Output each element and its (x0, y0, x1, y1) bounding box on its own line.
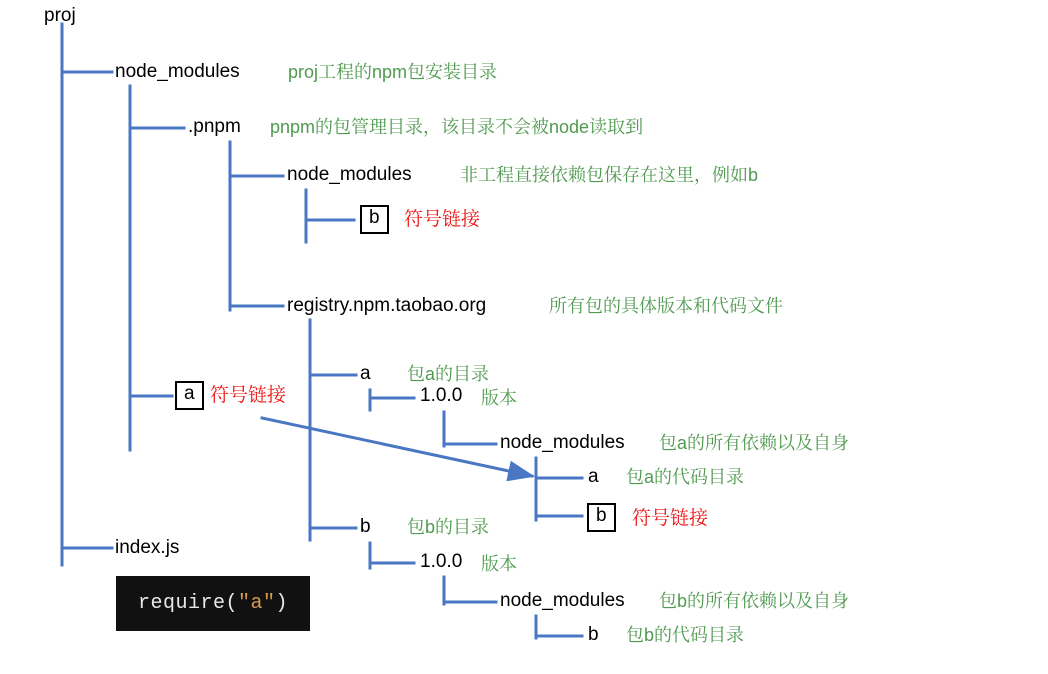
note-node-modules-pnpm: 非工程直接依赖包保存在这里，例如b (460, 165, 759, 185)
tree-node-registry: registry.npm.taobao.org (287, 295, 487, 316)
code-prefix: require( (138, 592, 239, 615)
note-node-modules-a: 包a的所有依赖以及自身 (659, 433, 850, 453)
tree-node-node-modules-a: node_modules (500, 432, 625, 453)
tree-node-proj: proj (44, 5, 76, 26)
tree-node-pnpm: .pnpm (188, 116, 241, 137)
note-b-code: 包b的代码目录 (626, 625, 745, 645)
symlink-box-b-pnpm: b (360, 205, 389, 234)
note-pnpm: pnpm的包管理目录，该目录不会被node读取到 (270, 117, 644, 137)
tree-node-index-js: index.js (115, 537, 180, 558)
code-snippet-require (116, 576, 310, 631)
note-symlink-b-nested: 符号链接 (632, 508, 709, 529)
symlink-box-b-nested: b (587, 503, 616, 532)
note-symlink-b-pnpm: 符号链接 (404, 209, 481, 230)
tree-node-node-modules-b: node_modules (500, 590, 625, 611)
tree-node-b-code: b (588, 624, 599, 645)
note-a-code: 包a的代码目录 (626, 467, 745, 487)
note-package-b: 包b的目录 (407, 517, 490, 537)
code-suffix: ) (275, 592, 289, 615)
note-version-b: 版本 (481, 554, 517, 574)
symlink-box-a-root: a (175, 381, 204, 410)
code-string: "a" (238, 592, 276, 615)
note-registry: 所有包的具体版本和代码文件 (549, 296, 783, 316)
note-symlink-a-root: 符号链接 (210, 385, 287, 406)
note-package-a: 包a的目录 (407, 364, 490, 384)
tree-node-a-code: a (588, 466, 599, 487)
tree-node-package-a: a (360, 363, 371, 384)
tree-node-version-a: 1.0.0 (420, 385, 463, 406)
tree-node-version-b: 1.0.0 (420, 551, 463, 572)
note-node-modules-root: proj工程的npm包安装目录 (288, 62, 498, 82)
tree-node-node-modules-pnpm: node_modules (287, 164, 412, 185)
note-node-modules-b: 包b的所有依赖以及自身 (659, 591, 850, 611)
tree-node-node-modules-root: node_modules (115, 61, 240, 82)
tree-node-package-b: b (360, 516, 371, 537)
note-version-a: 版本 (481, 388, 517, 408)
